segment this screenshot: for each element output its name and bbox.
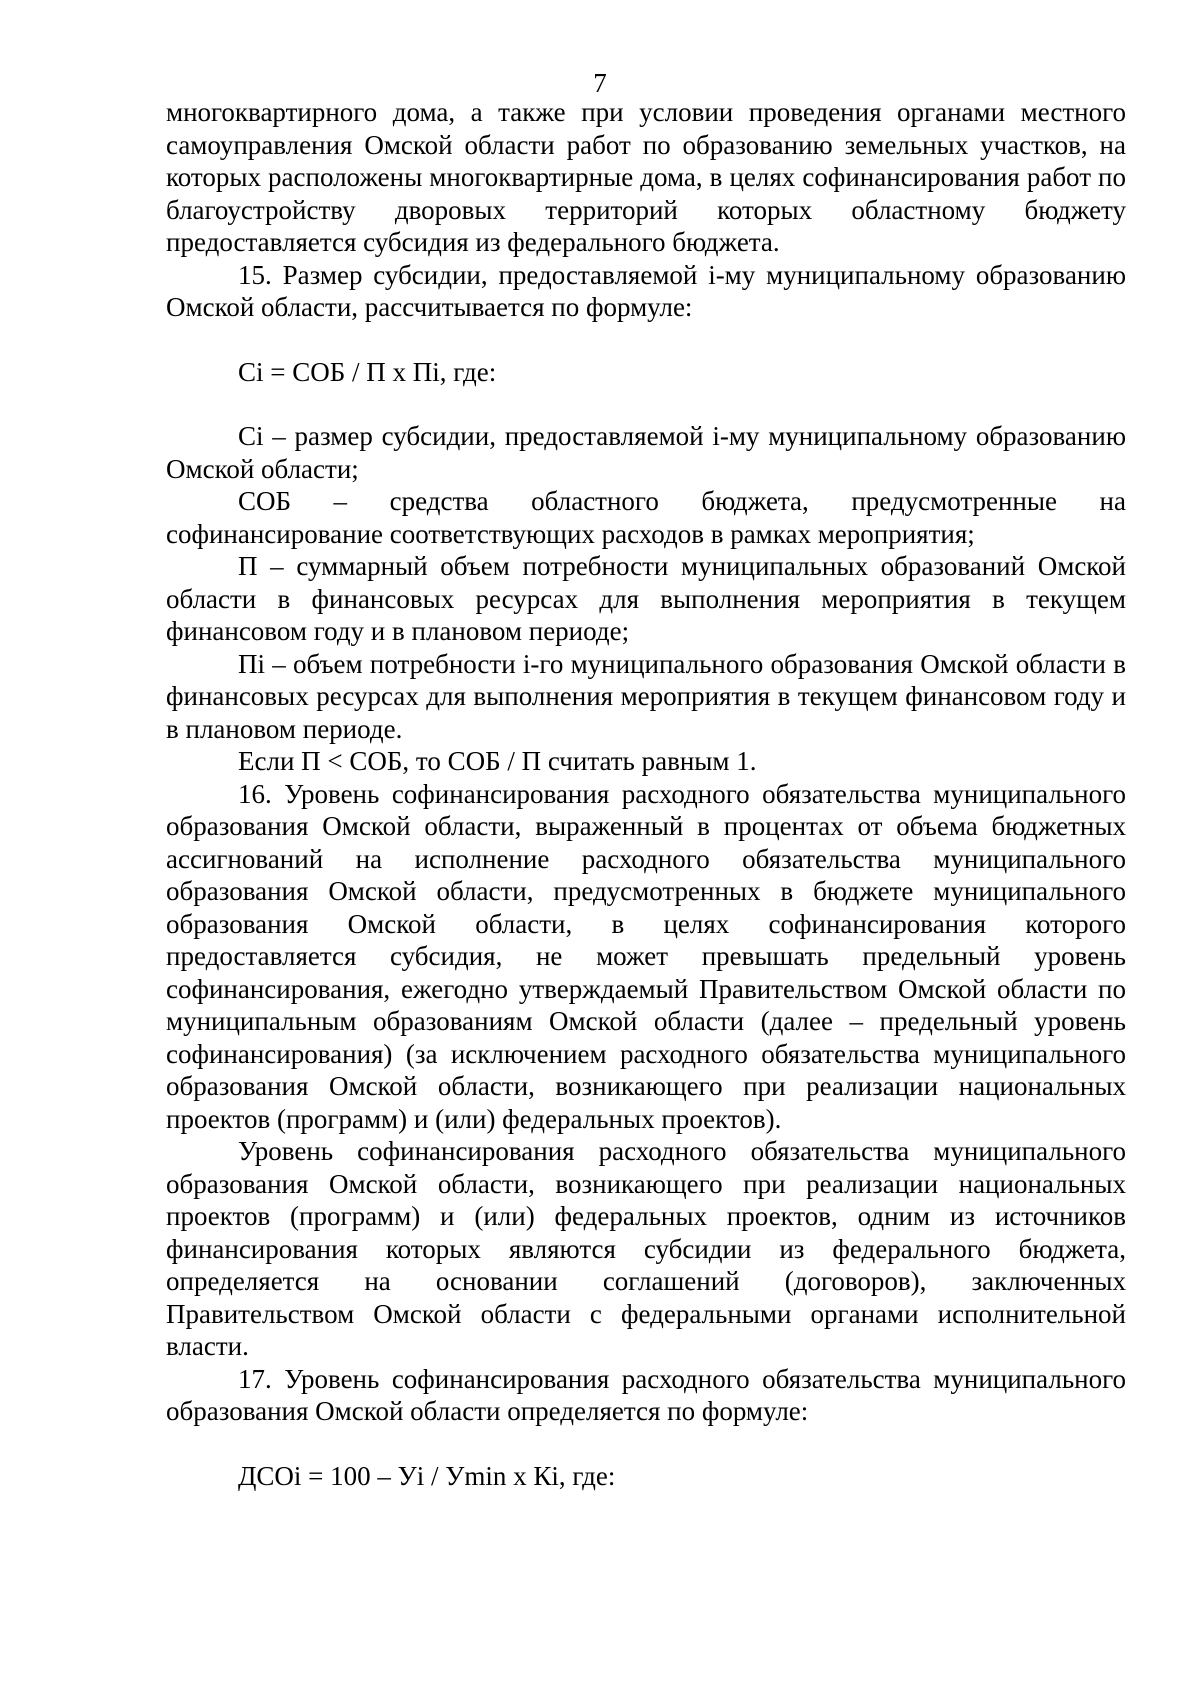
definition-pi: Пi – объем потребности i-го муниципального образования Омской области в финансовых ресурсах для выполнения мероприятия в текущем финансовом году и в плановом периоде.	[166, 648, 1126, 744]
paragraph-continuation: многоквартирного дома, а также при условии проведения органами местного самоуправления Омской области работ по образованию земельных участков, на которых расположены многоквартирные дома, в целях софинансирования работ по благоустройству дворовых территорий которых областному бюджету предоставляется субсидия из федерального бюджета.	[166, 97, 1126, 257]
paragraph-item-16: 16. Уровень софинансирования расходного обязательства муниципального образования Омской области, выраженный в процентах от объема бюджетных ассигнований на исполнение расходного обязательства муниципального образования Омской области, предусмотренных в бюджете муниципального образования Омской области, в целях софинансирования которого предоставляется субсидия, не может превышать предельный уровень софинансирования, ежегодно утверждаемый Правительством Омской области по муниципальным образованиям Омской области (далее – предельный уровень софинансирования) (за исключением расходного обязательства муниципального образования Омской области, возникающего при реализации национальных проектов (программ) и (или) федеральных проектов).	[166, 778, 1126, 1134]
formula-cofinancing: ДСОi = 100 – Уi / Уmin х Кi, где:	[238, 1460, 616, 1491]
condition-line: Если П < СОБ, то СОБ / П считать равным 1.	[238, 746, 757, 776]
definition-p: П – суммарный объем потребности муниципальных образований Омской области в финансовых ресурсах для выполнения мероприятия в текущем финансовом году и в плановом периоде;	[166, 551, 1126, 646]
page-number: 7	[593, 68, 607, 98]
paragraph-cofinancing-level: Уровень софинансирования расходного обязательства муниципального образования Омской области, возникающего при реализации национальных проектов (программ) и (или) федеральных проектов, одним из источников финансирования которых являются субсидии из федерального бюджета, определяется на основании соглашений (договоров), заключенных Правительством Омской области с федеральными органами исполнительной власти.	[166, 1136, 1126, 1361]
definition-ci: Ci – размер субсидии, предоставляемой i-му муниципальному образованию Омской области;	[166, 421, 1126, 484]
formula-subsidy: Ci = СОБ / П х Пi, где:	[238, 356, 497, 387]
document-body	[166, 96, 1126, 1492]
definition-sob: СОБ – средства областного бюджета, предусмотренные на софинансирование соответствующих расходов в рамках мероприятия;	[166, 486, 1126, 549]
paragraph-item-15: 15. Размер субсидии, предоставляемой i-му муниципальному образованию Омской области, рассчитывается по формуле:	[166, 259, 1126, 322]
paragraph-item-17: 17. Уровень софинансирования расходного обязательства муниципального образования Омской области определяется по формуле:	[166, 1363, 1126, 1426]
